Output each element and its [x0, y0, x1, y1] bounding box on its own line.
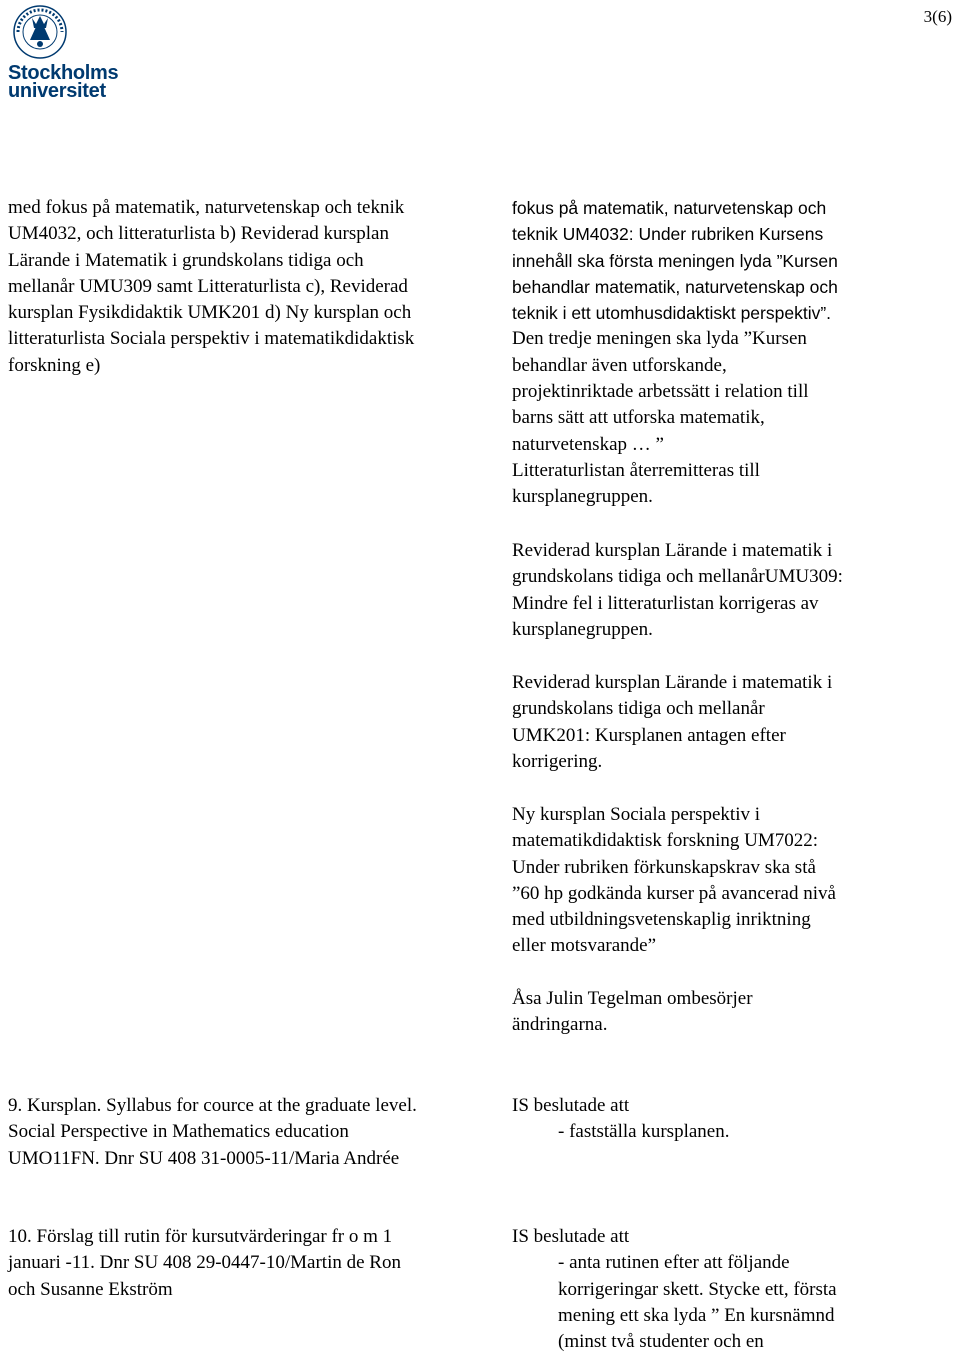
text-line: kursplan Fysikdidaktik UMK201 d) Ny kursplan och	[8, 302, 412, 324]
text-line: med utbildningsvetenskaplig inriktning	[512, 909, 811, 931]
text-line: Åsa Julin Tegelman ombesörjer	[512, 988, 753, 1009]
decision-item: korrigeringar skett. Stycke ett, första	[558, 1278, 837, 1300]
item-10-decision	[512, 1224, 952, 1355]
item-10-description	[8, 1224, 488, 1303]
text-line: Reviderad kursplan Lärande i matematik i	[512, 540, 833, 561]
text-line: behandlar matematik, naturvetenskap och	[512, 276, 838, 297]
text-line: Under rubriken förkunskapskrav ska stå	[512, 856, 816, 878]
university-name-line1: Stockholms	[8, 62, 119, 84]
text-line: korrigering.	[512, 750, 603, 772]
page-number: 3(6)	[923, 7, 952, 26]
text-line: innehåll ska första meningen lyda ”Kursen	[512, 250, 838, 271]
university-name	[8, 64, 118, 100]
decision-item: mening ett ska lyda ” En kursnämnd	[558, 1304, 835, 1326]
decision-umk201	[512, 670, 952, 775]
decision-item: - anta rutinen efter att följande	[558, 1252, 790, 1274]
text-line: 10. Förslag till rutin för kursutvärderingar fr o m 1	[8, 1226, 393, 1247]
decision-item: - fastställa kursplanen.	[558, 1121, 730, 1143]
text-line: behandlar även utforskande,	[512, 354, 727, 376]
text-line: UMO11FN. Dnr SU 408 31-0005-11/Maria Andrée	[8, 1147, 400, 1169]
university-seal-icon	[8, 4, 138, 64]
responsible-note	[512, 986, 952, 1039]
text-line: fokus på matematik, naturvetenskap och	[512, 198, 827, 218]
text-line: med fokus på matematik, naturvetenskap och teknik	[8, 197, 405, 218]
decision-um7022	[512, 802, 952, 960]
text-line: ändringarna.	[512, 1014, 608, 1036]
text-line: mellanår UMU309 samt Litteraturlista c), Reviderad	[8, 275, 408, 297]
text-line: litteraturlista Sociala perspektiv i matematikdidaktisk	[8, 328, 415, 350]
text-line: forskning e)	[8, 354, 101, 376]
text-line: Social Perspective in Mathematics education	[8, 1121, 349, 1143]
text-line: UM4032, och litteraturlista b) Reviderad kursplan	[8, 223, 389, 245]
text-line: projektinriktade arbetssätt i relation till	[512, 381, 809, 403]
text-line: naturvetenskap … ”	[512, 433, 664, 455]
text-line: kursplanegruppen.	[512, 486, 653, 508]
text-line: 9. Kursplan. Syllabus for cource at the graduate level.	[8, 1095, 417, 1116]
text-line: Mindre fel i litteraturlistan korrigeras av	[512, 592, 819, 614]
text-line: teknik UM4032: Under rubriken Kursens	[512, 224, 824, 245]
text-line: ”60 hp godkända kurser på avancerad nivå	[512, 882, 836, 904]
text-line: Reviderad kursplan Lärande i matematik i	[512, 672, 833, 693]
decision-umu309	[512, 538, 952, 643]
decision-item: (minst två studenter och en	[558, 1331, 764, 1353]
item-9-description	[8, 1093, 488, 1172]
text-line: eller motsvarande”	[512, 935, 657, 957]
text-line: Ny kursplan Sociala perspektiv i	[512, 804, 761, 825]
text-line: UMK201: Kursplanen antagen efter	[512, 724, 786, 746]
text-line: januari -11. Dnr SU 408 29-0447-10/Martin de Ron	[8, 1252, 401, 1274]
text-line: Den tredje meningen ska lyda ”Kursen	[512, 328, 807, 350]
text-line: teknik i ett utomhusdidaktiskt perspektiv”.	[512, 303, 832, 324]
text-line: Lärande i Matematik i grundskolans tidiga och	[8, 249, 364, 271]
section-8-left-text	[8, 195, 488, 379]
text-line: grundskolans tidiga och mellanår	[512, 698, 765, 720]
decision-heading: IS beslutade att	[512, 1095, 630, 1116]
text-line: grundskolans tidiga och mellanårUMU309:	[512, 566, 843, 588]
text-line: kursplanegruppen.	[512, 618, 653, 640]
decision-um4032	[512, 195, 952, 511]
text-line: matematikdidaktisk forskning UM7022:	[512, 830, 819, 852]
decision-um4032-sans-part	[512, 195, 952, 326]
university-name-line2: universitet	[8, 80, 106, 102]
decision-heading: IS beslutade att	[512, 1226, 630, 1247]
text-line: Litteraturlistan återremitteras till	[512, 459, 760, 481]
text-line: barns sätt att utforska matematik,	[512, 407, 765, 429]
text-line: och Susanne Ekström	[8, 1278, 173, 1300]
item-9-decision	[512, 1093, 952, 1146]
